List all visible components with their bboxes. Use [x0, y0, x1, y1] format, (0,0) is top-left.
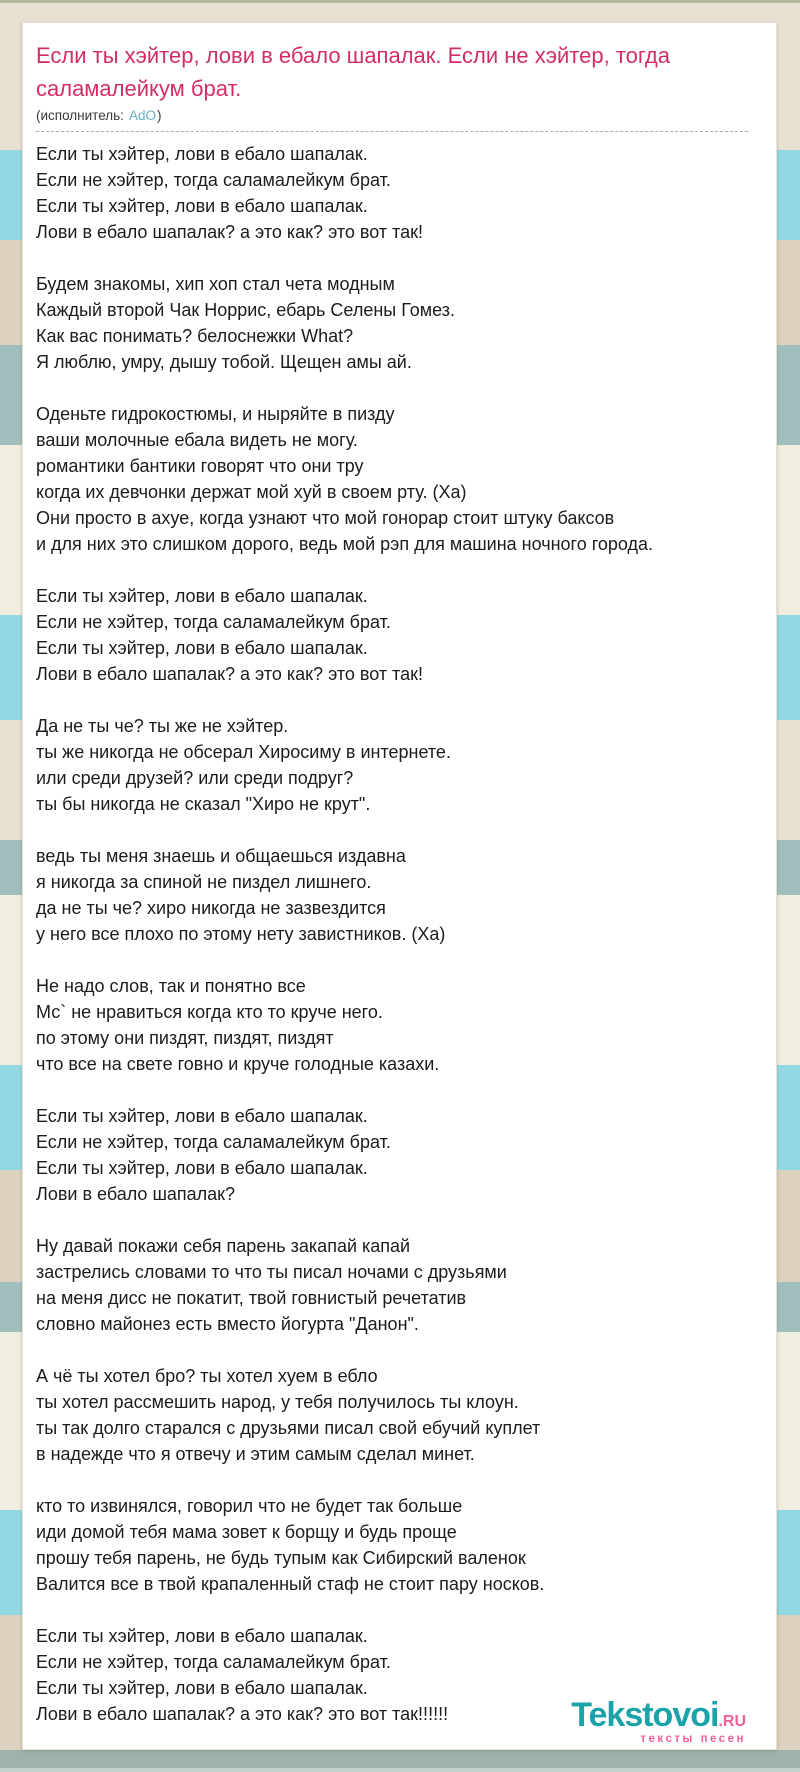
artist-label: (исполнитель:: [36, 108, 124, 123]
tekstovoi-logo[interactable]: [571, 1695, 746, 1746]
stanza: Если ты хэйтер, лови в ебало шапалак. Если не хэйтер, тогда саламалейкум брат. Если ты хэйтер, лови в ебало шапалак. Лови в ебало шапалак?: [36, 1106, 391, 1204]
stanza: кто то извинялся, говорил что не будет так больше иди домой тебя мама зовет к борщу и будь проще прошу тебя парень, не будь тупым как Сибирский валенок Валится все в твой крапаленный стаф не стоит пару носков.: [36, 1496, 545, 1594]
stanza: Да не ты че? ты же не хэйтер. ты же никогда не обсерал Хиросиму в интернете. или среди друзей? или среди подруг? ты бы никогда не сказал "Хиро не крут".: [36, 716, 451, 814]
logo-tagline: тексты песен: [640, 1732, 746, 1745]
lyrics-card: [22, 22, 777, 1750]
stanza: Не надо слов, так и понятно все Мс` не нравиться когда кто то круче него. по этому они пиздят, пиздят, пиздят что все на свете говно и круче голодные казахи.: [36, 976, 440, 1074]
logo-tld: .RU: [718, 1712, 746, 1730]
stanza: ведь ты меня знаешь и общаешься издавна я никогда за спиной не пиздел лишнего. да не ты че? хиро никогда не зазвездится у него все плохо по этому нету завистников. (Ха): [36, 846, 446, 944]
song-title: Если ты хэйтер, лови в ебало шапалак. Если не хэйтер, тогда саламалейкум брат.: [36, 43, 670, 101]
stanza: Если ты хэйтер, лови в ебало шапалак. Если не хэйтер, тогда саламалейкум брат. Если ты хэйтер, лови в ебало шапалак. Лови в ебало шапалак? а это как? это вот так!: [36, 586, 424, 684]
stanza: Ну давай покажи себя парень закапай капай застрелись словами то что ты писал ночами с друзьями на меня дисс не покатит, твой говнистый речетатив словно майонез есть вместо йогурта "Данон".: [36, 1236, 507, 1334]
logo-wordmark: [571, 1695, 746, 1734]
stanza: Если ты хэйтер, лови в ебало шапалак. Если не хэйтер, тогда саламалейкум брат. Если ты хэйтер, лови в ебало шапалак. Лови в ебало шапалак? а это как? это вот так!!!!!!: [36, 1626, 449, 1724]
dotted-separator: [36, 131, 748, 132]
artist-line: [36, 107, 748, 125]
logo-brand: Tekstovoi: [571, 1695, 719, 1734]
artist-link[interactable]: AdO: [128, 108, 156, 123]
stanza: Будем знакомы, хип хоп стал чета модным Каждый второй Чак Норрис, ебарь Селены Гомез. Как вас понимать? белоснежки What? Я люблю, умру, дышу тобой. Щещен амы ай.: [36, 274, 456, 372]
stanza: Оденьте гидрокостюмы, и ныряйте в пизду ваши молочные ебала видеть не могу. романтики бантики говорят что они тру когда их девчонки держат мой хуй в своем рту. (Ха) Они просто в ахуе, когда узнают что мой гонорар стоит штуку баксов и для них это слишком дорого, ведь мой рэп для машина ночного города.: [36, 404, 654, 554]
stanza: А чё ты хотел бро? ты хотел хуем в ебло ты хотел рассмешить народ, у тебя получилось ты клоун. ты так долго старался с друзьями писал свой ебучий куплет в надежде что я отвечу и этим самым сделал минет.: [36, 1366, 541, 1464]
artist-label-close: ): [156, 108, 162, 123]
lyrics: [36, 141, 748, 1727]
stanza: Если ты хэйтер, лови в ебало шапалак. Если не хэйтер, тогда саламалейкум брат. Если ты хэйтер, лови в ебало шапалак. Лови в ебало шапалак? а это как? это вот так!: [36, 144, 424, 242]
